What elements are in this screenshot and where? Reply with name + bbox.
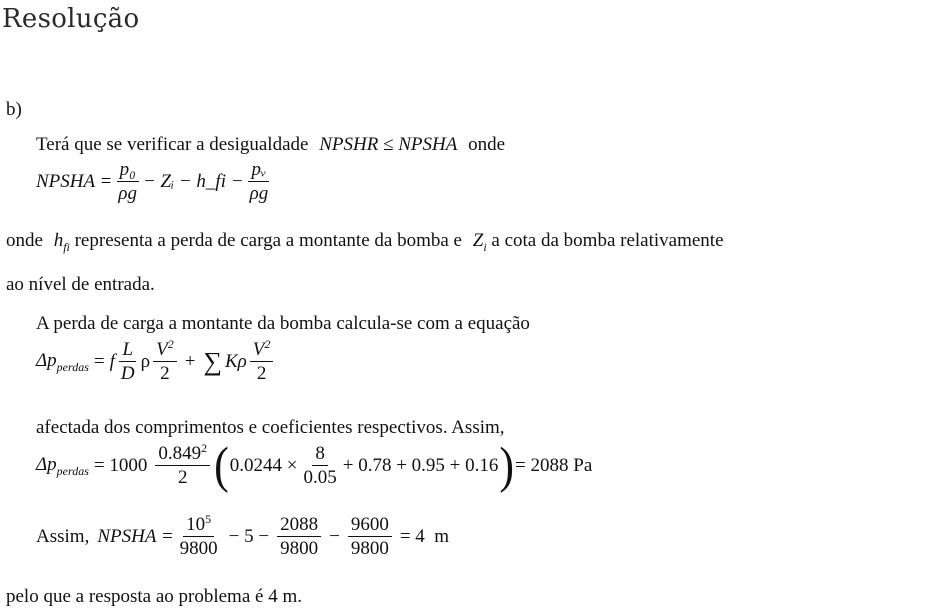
eq2-f3-num [250,337,274,362]
symbol-zi-sub: i [483,239,487,254]
eq4-f1-base: 10 [186,514,206,535]
equation-head-loss [36,337,276,384]
paragraph-2-b: representa a perda de carga a montante da bomba e [74,230,462,251]
eq3-lhs-sym: Δp [36,453,57,475]
equation-head-loss-numeric [36,437,593,494]
eq2-fraction-v2 [153,337,177,384]
eq3-equals: = 1000 [93,455,148,476]
eq3-inner-2: + 0.78 + 0.95 + 0.16 [342,455,499,476]
symbol-zi [472,230,487,254]
eq3-result: = 2088 Pa [515,455,593,476]
eq1-fraction-2 [247,160,272,204]
eq1-f1-num: p₀ [117,160,139,182]
eq4-lead: Assim, [36,525,90,547]
eq3-right-paren: ) [499,437,515,494]
eq2-f3-v: V [252,339,265,360]
eq3-f1-sup: 2 [201,441,208,456]
eq4-f3-den: 9800 [350,537,389,559]
paragraph-2-a: onde [6,230,43,251]
paragraph-2-c: a cota da bomba relativamente [491,230,724,251]
eq2-equals: = [93,350,105,372]
eq2-f2-v: V [156,339,168,360]
eq4-mid-1: − 5 − [228,525,270,547]
eq1-f1-den: ρg [118,182,137,204]
eq2-fraction-v2b [250,337,274,384]
eq2-f: f [109,350,115,372]
eq4-f3-num: 9600 [348,515,392,537]
paragraph-1-text: Terá que se verificar a desigualdade [36,134,309,155]
eq2-fraction-ld [118,340,138,384]
eq3-lhs-sub: perdas [56,463,89,478]
paragraph-2-line-2: ao nível de entrada. [6,274,155,295]
eq3-f1-den: 2 [177,467,188,488]
eq4-f2-num: 2088 [277,515,321,537]
eq2-plus: + [184,350,196,372]
eq2-f3-sup: 2 [264,337,271,351]
eq3-lhs [36,454,89,479]
eq2-f2-num [153,337,177,362]
eq3-f2-num: 8 [312,444,328,466]
paragraph-2 [6,230,724,255]
eq1-fraction-1 [115,160,140,204]
eq1-f2-den: ρg [249,182,269,204]
eq2-lhs-sub: perdas [56,359,89,374]
eq3-left-paren: ( [214,437,229,494]
eq1-f2-num: pᵥ [248,160,269,182]
eq3-f1-num [155,441,210,466]
eq4-fraction-2 [277,515,321,559]
symbol-hfi-base: h [53,230,64,251]
eq2-lhs [36,350,89,375]
eq4-f2-den: 9800 [280,537,319,559]
eq4-lhs: NPSHA = [97,525,174,547]
eq3-fraction-2 [300,444,339,488]
paragraph-1-tail: onde [468,134,506,155]
eq4-result: = 4 m [399,525,450,547]
paragraph-3: A perda de carga a montante da bomba calcula-se com a equação [36,313,530,334]
eq4-fraction-3 [348,515,392,559]
eq4-mid-2: − [329,525,340,547]
section-heading: Resolução [2,4,140,34]
part-label: b) [6,99,22,120]
equation-npsha-numeric [36,512,454,559]
eq1-lhs: NPSHA = [36,170,113,192]
eq2-f1-num: L [119,340,136,362]
eq4-f1-sup: 5 [205,512,212,526]
eq4-f1-num [183,512,214,537]
symbol-zi-base: Z [472,230,484,251]
symbol-hfi [53,230,70,254]
eq3-f1-base: 0.849 [158,443,202,465]
eq2-f1-den: D [120,362,135,384]
eq4-f1-den: 9800 [179,537,218,559]
inequality: NPSHR ≤ NPSHA [319,134,458,155]
eq2-rho: ρ [140,350,151,372]
paragraph-1 [36,134,505,156]
conclusion: pelo que a resposta ao problema é 4 m. [6,586,302,607]
eq4-fraction-1 [177,512,221,559]
eq2-sum: ∑ [203,346,222,376]
eq2-f2-den: 2 [160,362,170,384]
eq2-f3-den: 2 [256,362,267,384]
equation-npsha [36,160,274,204]
eq1-mid: − Zᵢ − h_fi − [142,170,244,192]
paragraph-4: afectada dos comprimentos e coeficientes respectivos. Assim, [36,417,505,438]
eq3-fraction-1 [155,441,210,488]
eq3-f2-den: 0.05 [303,467,337,488]
symbol-hfi-sub: fi [63,239,70,254]
eq3-inner-1: 0.0244 × [229,455,298,476]
eq2-krho: Kρ [224,350,247,372]
eq2-lhs-sym: Δp [36,349,57,371]
eq2-f2-sup: 2 [167,337,174,351]
